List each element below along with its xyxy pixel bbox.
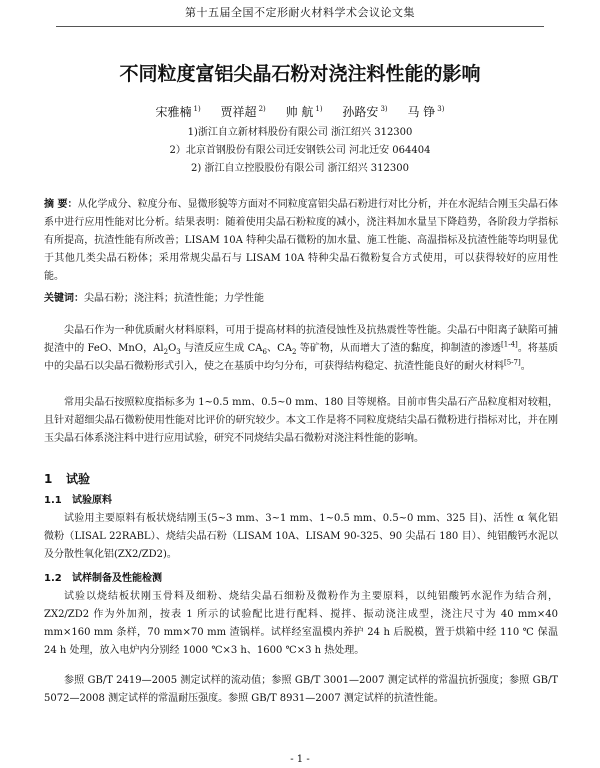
abstract-text: 从化学成分、粒度分布、显微形貌等方面对不同粒度富铝尖晶石粉进行对比分析，并在水泥结合刚玉尖晶石体系中进行应用性能对比分析。结果表明：随着使用尖晶石粉粒度的减小，浇注料加水量呈下降趋势，各阶段力学指标有所提高，抗渣性能有所改善；LISAM 10A 特种尖晶石微粉的加水量、施工性能、高温指标及抗渣性能等均明显优于其他几类尖晶石粉体；采用常规尖晶石与 LISAM 10A 特种尖晶石微粉复合方式使用，可以获得较好的应用性能。 bbox=[44, 199, 559, 282]
abstract bbox=[44, 196, 558, 286]
section-heading: 1 试验 bbox=[44, 472, 91, 486]
section-1-2-text-2: 参照 GB/T 2419—2005 测定试样的流动值；参照 GB/T 3001—2007 测定试样的常温抗折强度；参照 GB/T 5072—2008 测定试样的常温耐压强度。参照 GB/T 8931—2007 测定试样的抗渣性能。 bbox=[44, 675, 558, 704]
paper-title: 不同粒度富铝尖晶石粉对浇注料性能的影响 bbox=[119, 63, 481, 85]
author: 贾祥超 $^{2)}$ bbox=[220, 105, 266, 119]
subsection-heading: 1.1 试验原料 bbox=[44, 495, 112, 506]
subsection-heading: 1.2 试样制备及性能检测 bbox=[44, 573, 162, 584]
page-number: - 1 - bbox=[290, 754, 310, 765]
affiliation-3: 2) 浙江自立控股股份有限公司 浙江绍兴 312300 bbox=[191, 163, 409, 174]
intro-paragraph-1: 尖晶石作为一种优质耐火材料原料，可用于提高材料的抗渣侵蚀性及抗热震性等性能。尖晶石中阳离子缺陷可捕捉渣中的 FeO、MnO，$Al_2O_3$ 与渣反应生成 $CA_6$、$CA_2$ 等矿物，从而增大了渣的黏度，抑制渣的渗透[1-4]。将基质中的尖晶石以尖晶石微粉形式引入，使之在基质中均匀分布，可获得结构稳定、抗渣性能良好的耐火材料[5-7]。 bbox=[44, 325, 559, 372]
header-rule bbox=[56, 26, 544, 27]
section-1-2-text: 试验以烧结板状刚玉骨料及细粉、烧结尖晶石细粉及微粉作为主要原料，以纯铝酸钙水泥作为结合剂，ZX2/ZD2 作为外加剂，按表 1 所示的试验配比进行配料、搅拌、振动浇注成型，浇注尺寸为 40 mm×40 mm×160 mm 条样，70 mm×70 mm 渣锅样。试样经室温模内养护 24 h 后脱模，置于烘箱中经 110 ℃ 保温 24 h 处理，放入电炉内分别经 1000 ℃×3 h、1600 ℃×3 h 热处理。 bbox=[44, 591, 558, 656]
author: 宋雅楠 $^{1)}$ bbox=[155, 105, 201, 119]
keywords-text: 尖晶石粉；浇注料；抗渣性能；力学性能 bbox=[84, 293, 264, 304]
keywords-label: 关键词： bbox=[44, 293, 84, 304]
affiliation-1: 1)浙江自立新材料股份有限公司 浙江绍兴 312300 bbox=[187, 127, 413, 138]
running-head: 第十五届全国不定形耐火材料学术会议论文集 bbox=[185, 6, 415, 19]
intro-paragraph-2: 常用尖晶石按照粒度指标多为 1~0.5 mm、0.5~0 mm、180 目等规格。目前市售尖晶石产品粒度相对较粗，且针对超细尖晶石微粉使用性能对比评价的研究较少。本文工作是将不同粒度烧结尖晶石微粉进行指标对比，并在刚玉尖晶石体系浇注料中进行应用试验，研究不同烧结尖晶石微粉对浇注料性能的影响。 bbox=[44, 397, 558, 444]
abstract-label: 摘 要： bbox=[44, 199, 78, 210]
keywords bbox=[44, 292, 558, 306]
author-list bbox=[0, 104, 600, 120]
citation: [1-4] bbox=[501, 340, 518, 349]
affiliation-2: 2）北京首钢股份有限公司迁安钢铁公司 河北迁安 064404 bbox=[169, 145, 431, 156]
author: 帅 航 $^{1)}$ bbox=[285, 105, 323, 119]
section-1-1-text: 试验用主要原料有板状烧结刚玉(5~3 mm、3~1 mm、1~0.5 mm、0.5~0 mm、325 目)、活性 α 氧化铝微粉（LISAL 22RABL）、烧结尖晶石粉（LISAM 10A、LISAM 90-325、90 尖晶石 180 目）、纯铝酸钙水泥以及分散性氧化铝(ZX2/ZD2)。 bbox=[44, 513, 558, 560]
citation: [5-7] bbox=[504, 358, 521, 367]
author: 马 铮 $^{3)}$ bbox=[407, 105, 445, 119]
author: 孙路安 $^{3)}$ bbox=[342, 105, 388, 119]
